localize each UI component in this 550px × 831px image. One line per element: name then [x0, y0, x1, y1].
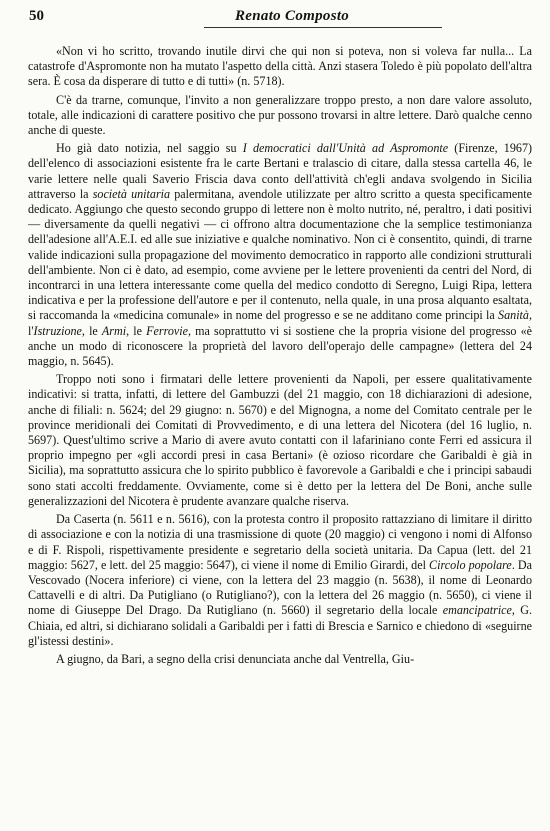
- text-run: . Da Vescovado (Nocera inferiore) ci viene, con la lettera del 23 maggio (n. 5638), il nome di Leonardo Cattavelli e di altri. Da Putigliano (o Rutigliano?), con la lettera del 26 maggio (n. 5650), ci viene il nome di Giuseppe Del Drago. Da Rutigliano (n. 5660) il segretario della locale: [28, 557, 533, 618]
- page-number: 50: [29, 8, 44, 24]
- text-run: Ho già dato notizia, nel saggio su: [56, 141, 243, 156]
- text-run: «Non vi ho scritto, trovando inutile dirvi che qui non si poteva, non si voleva far nulla... La catastrofe d'Aspromonte non ha mutato l'aspetto della città. Anzi stasera Toledo è più popolato dell'altra sera. È cosa da disperare di tutto e di tutti» (n. 5718).: [28, 44, 532, 89]
- text-run: , le: [81, 323, 102, 338]
- italic-text: Istruzione: [33, 323, 82, 338]
- running-head: Renato Composto: [235, 8, 350, 24]
- paragraph: [28, 44, 532, 90]
- text-run: , ma soprattutto vi si sostiene che la propria visione del progresso «è anche un modo di riconoscere la proprietà del lavoro dell'operajo delle campagne» (lettera del 24 maggio, n. 5645).: [28, 323, 532, 369]
- text-run: (Firenze, 1967) dell'elenco di associazioni esistente fra le carte Bertani e tralascio di citare, dalla stessa cartella 46, le varie lettere nelle quali Saverio Friscia dava conto dell'attività ch'egli andava svolgendo in Sicilia attraverso la: [28, 141, 533, 201]
- paragraph: [28, 93, 532, 139]
- italic-text: emancipatrice: [442, 603, 512, 618]
- header-rule: [204, 27, 442, 28]
- paragraph: [28, 141, 532, 369]
- paragraph: [28, 652, 532, 667]
- paragraph: [28, 372, 532, 509]
- text-run: , l': [28, 308, 532, 338]
- italic-text: Sanità: [498, 308, 529, 323]
- text-run: Da Caserta (n. 5611 e n. 5616), con la protesta contro il proposito rattazziano di limitare il diritto di associazione e con la notizia di una trasmissione di quote (20 maggio) ci vengono i nomi di Alfonso e di F. Rispoli, rispettivamente presidente e segretario della società unitaria. Da Capua (lett. del 21 maggio: 5627, e lett. del 25 maggio: 5647), ci viene il nome di Emilio Girardi, del: [28, 512, 532, 572]
- text-run: C'è da trarne, comunque, l'invito a non generalizzare troppo presto, a non dare valore assoluto, totale, alle indicazioni di carattere positivo che pur possono trovarsi in altre lettere. Darò qualche cenno anche di queste.: [28, 92, 532, 138]
- body-text: [28, 44, 532, 667]
- italic-text: Armi: [101, 323, 127, 338]
- text-run: , le: [126, 323, 147, 338]
- text-run: , G. Chiaia, ed altri, si dichiarano solidali a Garibaldi per i fatti di Brescia e Sarnico e chiedono di «seguirne gl'istessi destini».: [28, 603, 532, 648]
- text-run: palermitana, avendole utilizzate per altro scritto a questa specificamente dedicato. Aggiungo che questo secondo gruppo di lettere non è molto nutrito, né, peraltro, i dati positivi — diversamente da quelli negativi — ci offrono altra documentazione che la semplice testimonianza dell'adesione all'A.E.I. ed alle sue iniziative e qualche nominativo. Non ci è consentito, quindi, di trarne valide indicazioni sulla propagazione del movimento democratico in rapporto alle condizioni strutturali dell'ambiente. Non ci è dato, ad esempio, come avviene per le lettere provenienti da centri del Nord, di incontrarci in una lettera interessante come quella del medico condotto di Seregno, Luigi Ripa, lettera indicativa e per la professione dell'autore e per il contenuto, nella quale, in una prosa alquanto esaltata, si raccomanda la «medicina comunale» in nome del progresso e se ne additano come principi la: [28, 186, 532, 323]
- text-run: A giugno, da Bari, a segno della crisi denunciata anche dal Ventrella, Giu-: [56, 651, 415, 666]
- page-header: [29, 4, 532, 30]
- text-run: Troppo noti sono i firmatari delle lettere provenienti da Napoli, per essere qualitativamente indicativi: si tratta, infatti, di lettere del Gambuzzi (del 21 maggio, con 18 dichiarazioni di adesione, anche di filiali: n. 5624; del 29 giugno: n. 5670) e del Mignogna, a nome del Comitato centrale per le province meridionali dei Comitati di Provvedimento, e di una lettera del Nicotera (del 16 luglio, n. 5697). Quest'ultimo scrive a Mario di avere avuto contatti con il lafariniano conte Ferri ed assicura il proprio impegno per «gli accordi presi in casa Bertani» (è ozioso ricordare che Garibaldi è già in Sicilia), ma soprattutto assicura che lo spirito pubblico è favorevole a Garibaldi e che i principi sabaudi sono stati accolti freddamente. Ovviamente, come si è detto per la lettera del De Boni, anche sulle generalizzazioni del Nicotera è prudente avanzare qualche riserva.: [28, 372, 532, 508]
- italic-text: Circolo popolare: [429, 557, 512, 572]
- italic-text: I democratici dall'Unità ad Aspromonte: [242, 141, 449, 156]
- paragraph: [28, 512, 532, 649]
- italic-text: società unitaria: [92, 186, 171, 201]
- italic-text: Ferrovie: [146, 323, 188, 338]
